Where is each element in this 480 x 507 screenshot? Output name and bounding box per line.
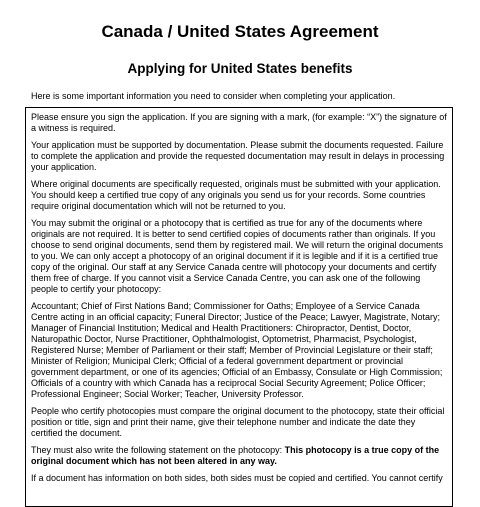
statement-intro: They must also write the following statement on the photocopy: <box>31 445 285 455</box>
page-title: Canada / United States Agreement <box>101 22 379 41</box>
documentation-paragraph: Your application must be supported by documentation. Please submit the documents requested. Failure to complete the application and provide the requested documentation may result in delays in processing your application. <box>31 140 445 172</box>
statement-paragraph <box>31 445 447 467</box>
important-information-box <box>25 107 453 507</box>
certifier-requirements-paragraph: People who certify photocopies must compare the original document to the photocopy, state their official position or title, sign and print their name, give their telephone number and indicate the date they certified the document. <box>31 406 445 438</box>
signature-paragraph: Please ensure you sign the application. If you are signing with a mark, (for example: “X”) the signature of a witness is required. <box>31 112 447 133</box>
certified-copy-paragraph: You may submit the original or a photocopy that is certified as true for any of the documents where originals are not required. It is better to send certified copies of documents rather than originals. If you choose to send original documents, send them by registered mail. We will return the original documents to you. We can only accept a photocopy of an original document if it is legible and if it is a certified true copy of the original. Our staff at any Service Canada centre will photocopy your documents and certify them free of charge. If you cannot visit a Service Canada Centre, you can ask one of the following people to certify your photocopy: <box>31 218 444 294</box>
both-sides-paragraph: If a document has information on both sides, both sides must be copied and certified. You cannot certify <box>31 473 443 483</box>
certifier-list-paragraph: Accountant; Chief of First Nations Band; Commissioner for Oaths; Employee of a Service Canada Centre acting in an official capacity; Funeral Director; Justice of the Peace; Lawyer, Magistrate, Notary; Manager of Financial Institution; Medical and Health Practitioners: Chiropractor, Dentist, Doctor, Naturopathic Doctor, Nurse Practitioner, Ophthalmologist, Optometrist, Pharmacist, Psychologist, Registered Nurse; Member of Parliament or their staff; Member of Provincial Legislature or their staff; Minister of Religion; Municipal Clerk; Official of a federal government department or provincial government department, or one of its agencies; Official of an Embassy, Consulate or High Commission; Officials of a country with which Canada has a reciprocal Social Security Agreement; Police Officer; Professional Engineer; Social Worker; Teacher, University Professor. <box>31 301 443 399</box>
intro-text: Here is some important information you need to consider when completing your application. <box>31 91 396 101</box>
certification-statement: This photocopy is a true copy of the original document which has not been altered in any way. <box>31 445 440 466</box>
original-documents-paragraph: Where original documents are specifically requested, originals must be submitted with your application. You should keep a certified true copy of any originals you send us for your records. Some countries require original documentation which will not be returned to you. <box>31 179 441 211</box>
page-subtitle: Applying for United States benefits <box>127 61 353 76</box>
